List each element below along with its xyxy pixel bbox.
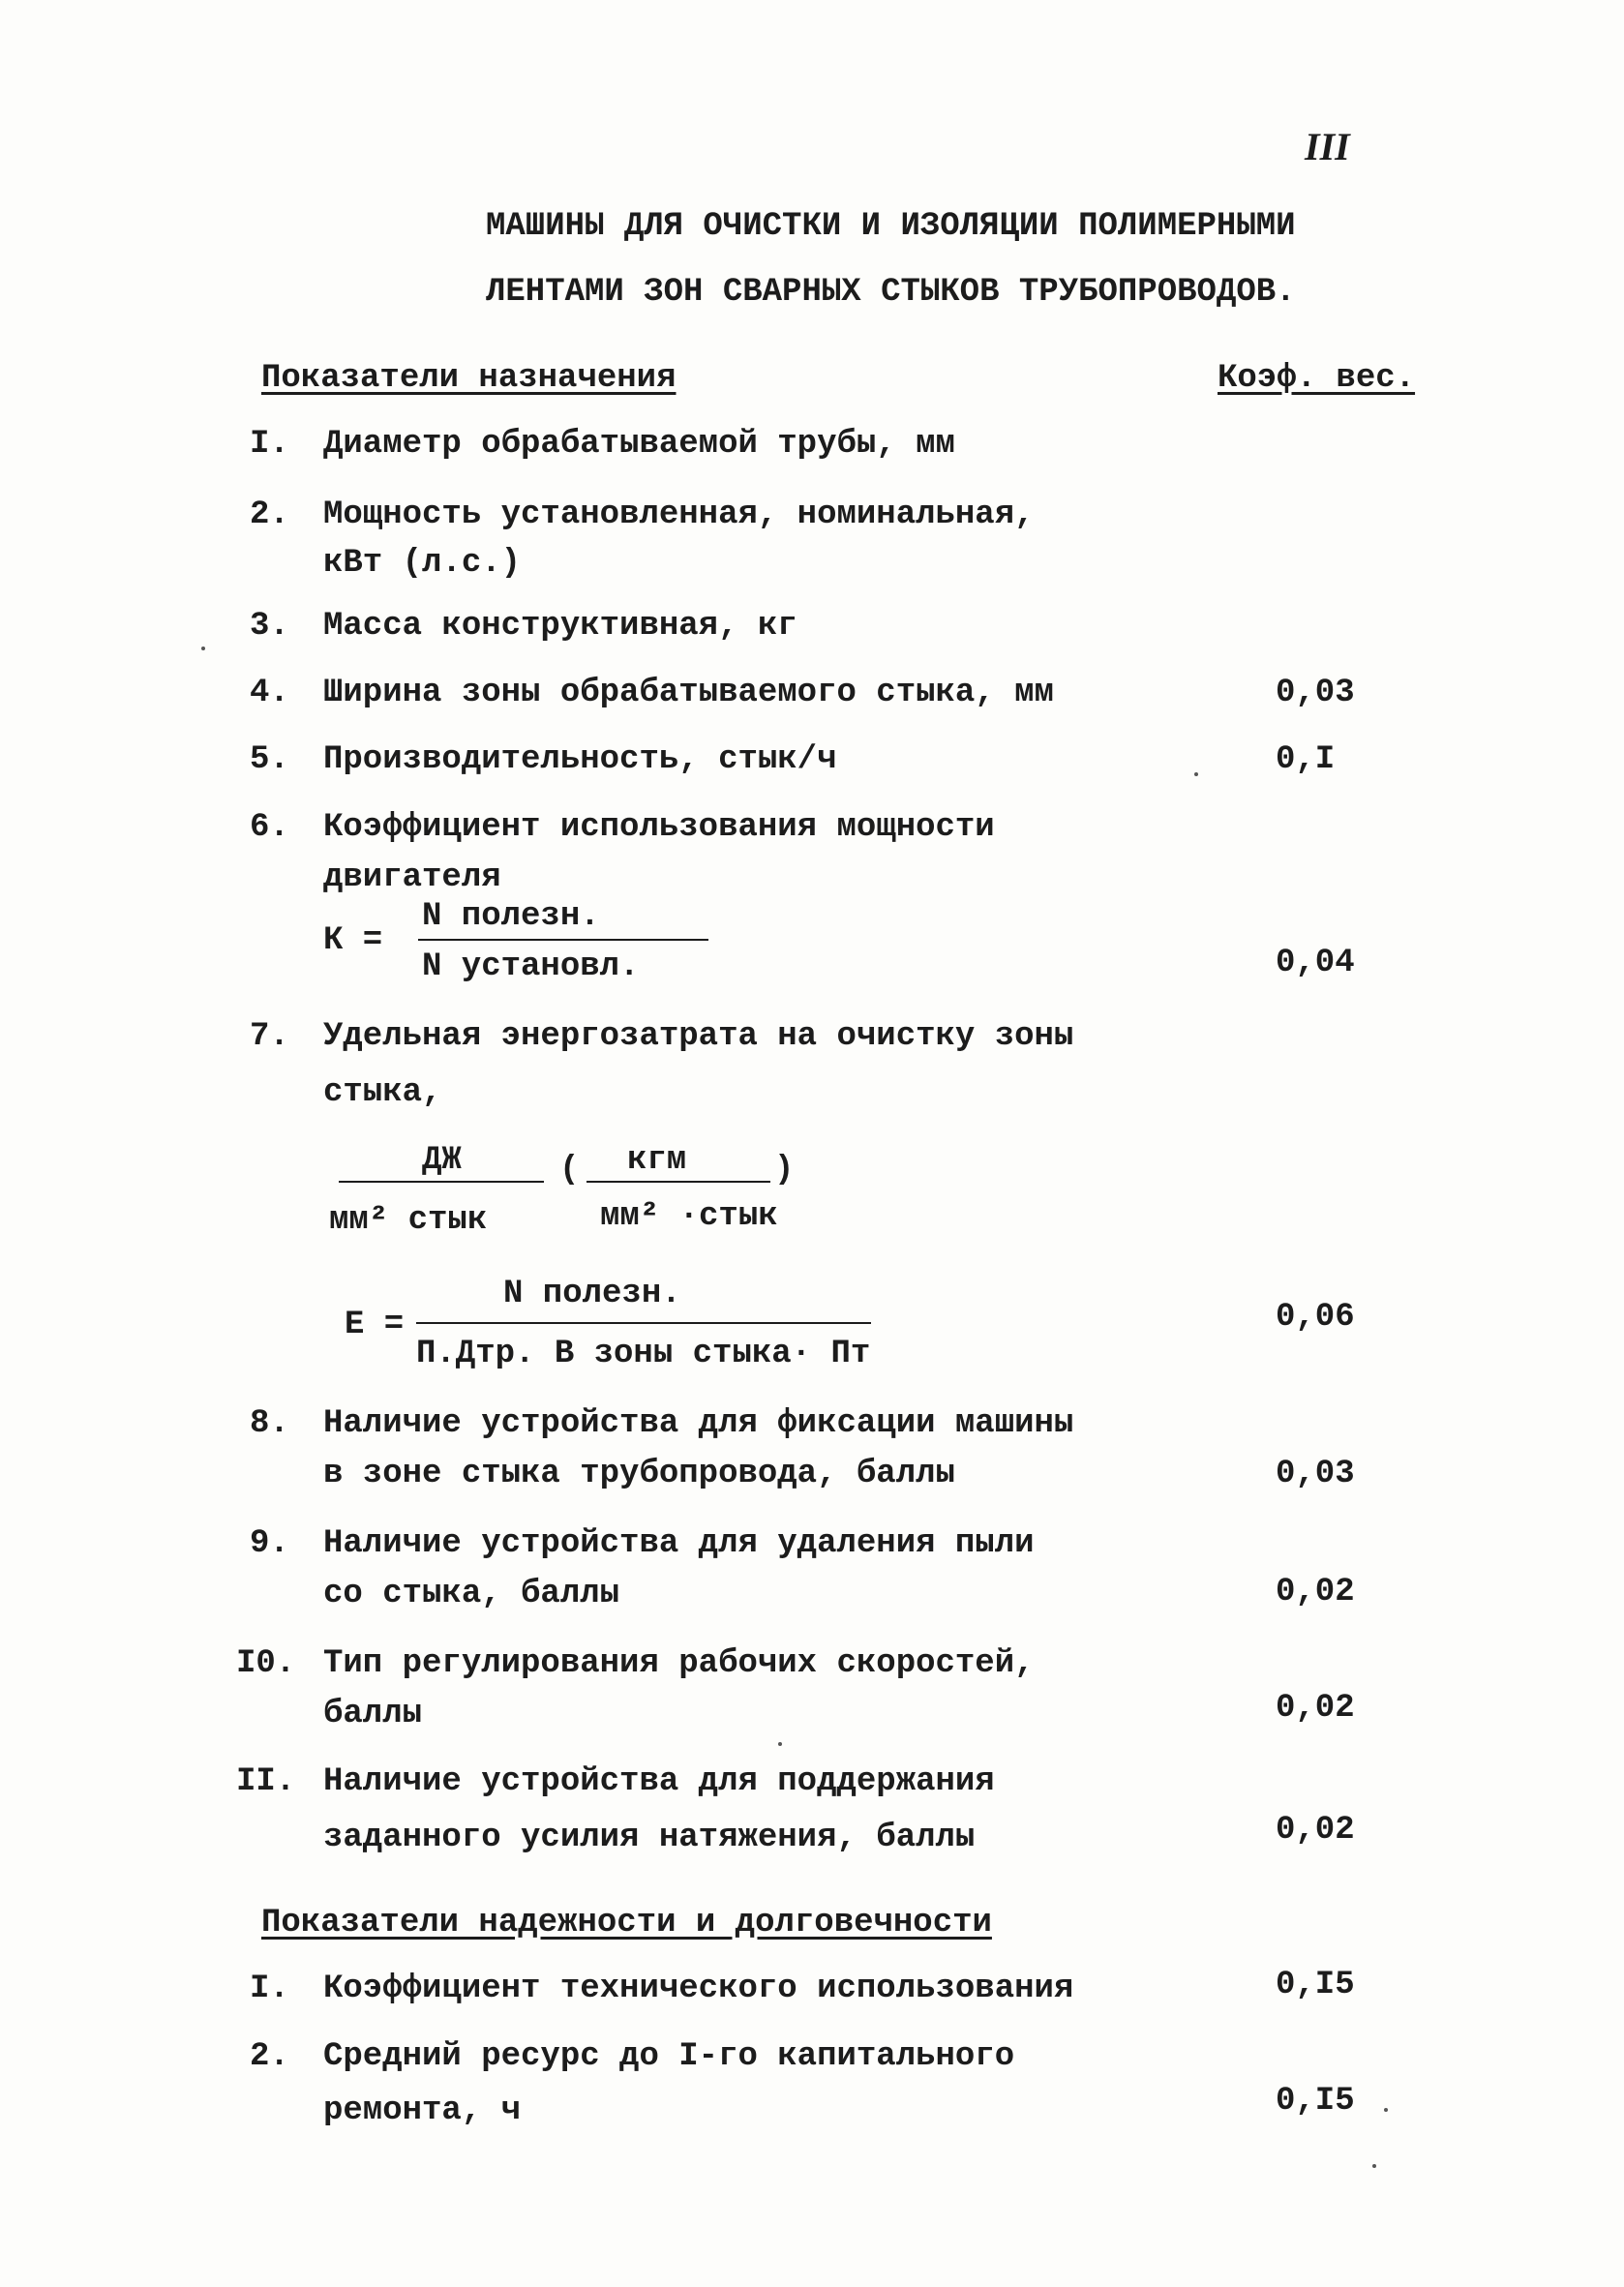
item-text: Наличие устройства для удаления пыли <box>323 1525 1035 1562</box>
scan-speck <box>1372 2164 1376 2168</box>
units-numerator-1: ДЖ <box>422 1142 462 1179</box>
formula-k-lhs: К = <box>323 922 383 959</box>
item-text: Мощность установленная, номинальная, <box>323 497 1035 533</box>
section1-heading: Показатели назначения <box>261 360 677 397</box>
units-fraction-line-2 <box>586 1181 770 1183</box>
item-number: 3. <box>250 608 289 645</box>
item-coef: 0,02 <box>1276 1690 1355 1727</box>
item-number: 4. <box>250 675 289 711</box>
units-denominator-1: мм² стык <box>329 1202 488 1239</box>
item-number: 6. <box>250 809 289 846</box>
formula-k-fraction-line <box>418 939 708 941</box>
item-text: Производительность, стык/ч <box>323 741 837 778</box>
item-number: 9. <box>250 1525 289 1562</box>
item-text: Удельная энергозатрата на очистку зоны <box>323 1018 1074 1055</box>
formula-e-denominator: П.Дтр. В зоны стыка· Пт <box>416 1336 871 1372</box>
item-number: 8. <box>250 1405 289 1442</box>
item-text: баллы <box>323 1696 423 1732</box>
item-text: Наличие устройства для поддержания <box>323 1763 995 1800</box>
item-text: Коэффициент использования мощности <box>323 809 995 846</box>
item-text: Наличие устройства для фиксации машины <box>323 1405 1074 1442</box>
coef-heading: Коэф. вес. <box>1218 360 1416 397</box>
item-text: заданного усилия натяжения, баллы <box>323 1820 976 1856</box>
item-number: 7. <box>250 1018 289 1055</box>
scan-speck <box>778 1742 782 1746</box>
item-coef: 0,06 <box>1276 1299 1355 1336</box>
units-fraction-line-1 <box>339 1181 544 1183</box>
formula-k-denominator: N установл. <box>422 948 640 985</box>
item-text: Масса конструктивная, кг <box>323 608 797 645</box>
item-text: со стыка, баллы <box>323 1576 620 1612</box>
item-text: Тип регулирования рабочих скоростей, <box>323 1645 1035 1682</box>
item-coef: 0,03 <box>1276 675 1355 711</box>
item-text: Ширина зоны обрабатываемого стыка, мм <box>323 675 1054 711</box>
item-text: двигателя <box>323 859 501 896</box>
scan-speck <box>1194 772 1198 776</box>
page-number: III <box>1305 125 1350 168</box>
item-coef: 0,02 <box>1276 1812 1355 1849</box>
item-text: Диаметр обрабатываемой трубы, мм <box>323 426 955 463</box>
item-number: I. <box>250 1971 289 2007</box>
item-text: стыка, <box>323 1074 442 1111</box>
section2-heading: Показатели надежности и долговечности <box>261 1905 992 1941</box>
formula-e-numerator: N полезн. <box>503 1276 681 1312</box>
item-number: 2. <box>250 497 289 533</box>
title-line-1: МАШИНЫ ДЛЯ ОЧИСТКИ И ИЗОЛЯЦИИ ПОЛИМЕРНЫМИ <box>486 208 1296 245</box>
title-line-2: ЛЕНТАМИ ЗОН СВАРНЫХ СТЫКОВ ТРУБОПРОВОДОВ. <box>486 274 1296 311</box>
open-paren-icon: ( <box>559 1152 580 1189</box>
item-number: I. <box>250 426 289 463</box>
item-number: II. <box>236 1763 296 1800</box>
item-text: Средний ресурс до I-го капитального <box>323 2038 1015 2075</box>
item-number: 2. <box>250 2038 289 2075</box>
formula-k-numerator: N полезн. <box>422 898 600 935</box>
item-text: Коэффициент технического использования <box>323 1971 1074 2007</box>
item-coef: 0,I5 <box>1276 1967 1355 2003</box>
item-coef: 0,02 <box>1276 1574 1355 1610</box>
scan-speck <box>201 647 205 650</box>
formula-e-lhs: Е = <box>345 1307 405 1343</box>
item-coef: 0,I <box>1276 741 1336 778</box>
scan-speck <box>1384 2108 1388 2112</box>
item-text: в зоне стыка трубопровода, баллы <box>323 1456 955 1492</box>
close-paren-icon: ) <box>774 1152 795 1189</box>
item-coef: 0,04 <box>1276 945 1355 981</box>
item-coef: 0,I5 <box>1276 2083 1355 2120</box>
item-number: I0. <box>236 1645 296 1682</box>
units-denominator-2: мм² ·стык <box>600 1198 778 1235</box>
item-coef: 0,03 <box>1276 1456 1355 1492</box>
formula-e-fraction-line <box>416 1322 871 1324</box>
item-text: кВт (л.с.) <box>323 545 522 582</box>
item-number: 5. <box>250 741 289 778</box>
item-text: ремонта, ч <box>323 2092 522 2129</box>
units-numerator-2: кгм <box>627 1142 687 1179</box>
